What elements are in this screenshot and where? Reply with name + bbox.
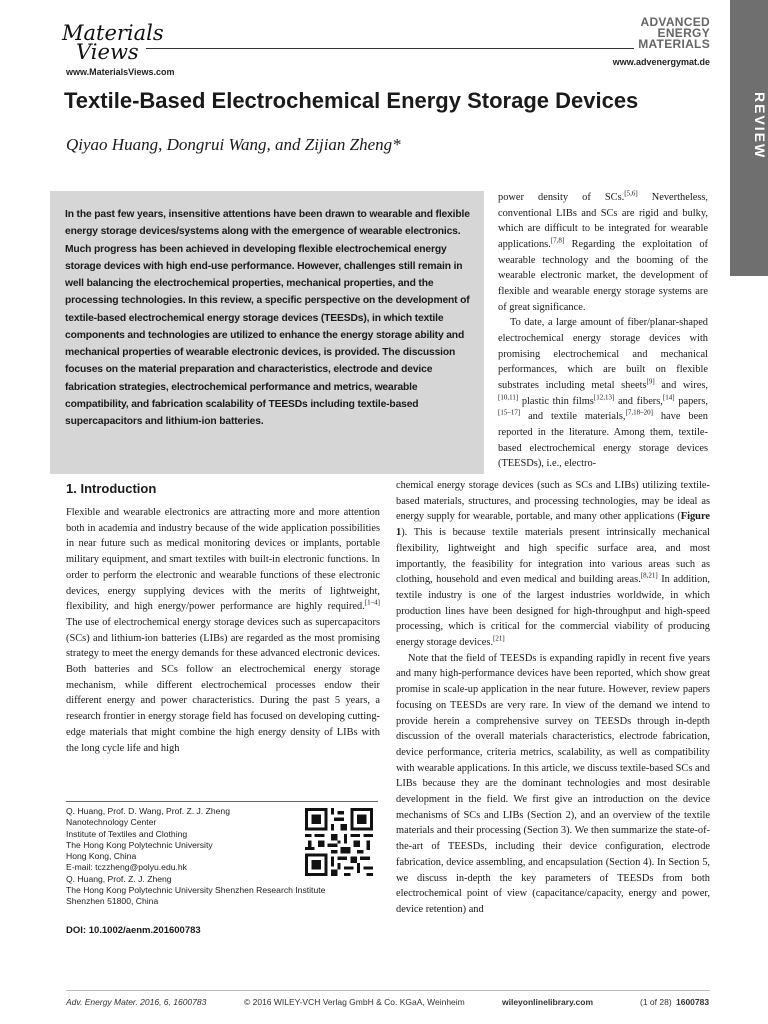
- text-run: Flexible and wearable electronics are attracting more and more attention both in academia and industry because of the wide application possibilities in near future such as medical monitoring devices or implants, portable military equipment, and smart textiles with built-in electronic functions. In order to perform the electronic and wearable functions of these electronic devices, energy supplying devices with the merits of lightweight, flexibility, and high energy/power performance are highly required.: [66, 507, 380, 613]
- citation-ref[interactable]: [1–4]: [364, 598, 380, 607]
- doi[interactable]: DOI: 10.1002/aenm.201600783: [66, 925, 201, 936]
- text-run: ). This is because textile materials present intrinsically mechanical flexibility, lightweight and high specific surface area, and most importantly, the feasibility for integration into various areas such as clothing, household and even medical and building areas.: [396, 527, 710, 586]
- paragraph: [498, 315, 708, 472]
- citation-ref[interactable]: [15–17]: [498, 408, 521, 417]
- citation-ref[interactable]: [9]: [646, 377, 655, 386]
- text-run: and textile materials,: [520, 411, 626, 423]
- right-column-top: [498, 190, 708, 472]
- footnote-rule: [66, 801, 378, 802]
- citation-ref[interactable]: [10,11]: [498, 393, 519, 402]
- footer-citation: Adv. Energy Mater. 2016, 6, 1600783: [66, 997, 207, 1007]
- text-run: power density of SCs.: [498, 192, 625, 203]
- affiliation-line: Hong Kong, China: [66, 851, 137, 862]
- text-run: Regarding the exploitation of wearable technology and the booming of the wearable electronic market, the development of flexible and wearable energy storage systems are of great significance.: [498, 238, 708, 313]
- header-rule: [146, 48, 634, 49]
- text-run: and wires,: [654, 379, 708, 391]
- text-run: To date, a large amount of fiber/planar-shaped electrochemical energy storage devices with promising electrochemical and mechanical performances, which are built on flexible substrates including metal sheets: [498, 317, 708, 391]
- text-run: papers,: [674, 395, 708, 407]
- materials-views-logo: [62, 21, 164, 64]
- affiliations: [66, 806, 326, 908]
- article-title: Textile-Based Electrochemical Energy Storage Devices: [64, 88, 639, 113]
- text-run: The use of electrochemical energy storage devices such as supercapacitors (SCs) and lithium-ion batteries (LIBs) are regarded as the most promising strategy to meet the energy demands for these advanced electronic devices. Both batteries and SCs follow an electrochemical energy storage mechanism, while different electrochemical processes endow their different energy and power characteristics. During the past 5 years, a research frontier in energy storage field has focused on developing cutting-edge materials that might combine the high energy density of LIBs with the long cycle life and high: [66, 616, 380, 754]
- citation-ref[interactable]: [14]: [662, 393, 675, 402]
- materials-views-url[interactable]: www.MaterialsViews.com: [66, 67, 175, 77]
- journal-logo-line-3: MATERIALS: [638, 37, 710, 51]
- paragraph: [396, 478, 710, 651]
- text-run: Nevertheless, conventional LIBs and SCs are rigid and bulky, which are difficult to be integrated for wearable applications.: [498, 192, 708, 250]
- citation-ref[interactable]: [8,21]: [640, 571, 658, 580]
- left-column: [66, 505, 380, 756]
- affiliation-line: The Hong Kong Polytechnic University Shenzhen Research Institute: [66, 885, 326, 896]
- citation-ref[interactable]: [12,13]: [593, 393, 615, 402]
- logo-line-1: Materials: [62, 21, 164, 45]
- citation-ref[interactable]: [7,18–20]: [625, 408, 653, 417]
- abstract-box: [50, 191, 484, 474]
- review-tab-label: REVIEW: [752, 92, 768, 160]
- citation-ref[interactable]: [5,6]: [624, 189, 638, 198]
- logo-line-2: Views: [76, 40, 139, 64]
- paragraph: [66, 505, 380, 756]
- journal-logo-line-1: ADVANCED: [640, 15, 710, 29]
- footer-rule: [66, 990, 710, 991]
- article-authors: Qiyao Huang, Dongrui Wang, and Zijian Zheng*: [66, 135, 401, 154]
- right-column-middle: [396, 478, 710, 918]
- affiliation-line: Nanotechnology Center: [66, 817, 157, 828]
- review-side-tab: [730, 0, 768, 276]
- journal-logo: [630, 17, 710, 50]
- citation-ref[interactable]: [7,8]: [550, 236, 565, 245]
- text-run: have been reported in the literature. Among them, textile-based electrochemical energy storage devices (TEESDs), i.e., electro-: [498, 411, 708, 470]
- email-line[interactable]: E-mail: tczzheng@polyu.edu.hk: [66, 862, 187, 873]
- text-run: plastic thin films: [518, 395, 594, 407]
- footer-site[interactable]: wileyonlinelibrary.com: [502, 997, 594, 1007]
- affiliation-line: Q. Huang, Prof. Z. J. Zheng: [66, 873, 172, 884]
- journal-url[interactable]: www.advenergymat.de: [612, 57, 710, 67]
- affiliation-line: Q. Huang, Prof. D. Wang, Prof. Z. J. Zheng: [66, 806, 230, 816]
- affiliation-line: The Hong Kong Polytechnic University: [66, 839, 213, 850]
- text-run: and fibers,: [614, 395, 663, 407]
- text-run: In addition, textile industry is one of the largest industries worldwide, in which production lines have been designed for high-throughput and high-speed processing, which is critical for the commercial viability of producing energy storage devices.: [396, 574, 710, 649]
- section-heading: 1. Introduction: [66, 481, 157, 496]
- footer-page: (1 of 28): [640, 997, 672, 1007]
- journal-logo-line-2: ENERGY: [657, 26, 710, 40]
- paragraph: [498, 190, 708, 315]
- affiliation-line: Institute of Textiles and Clothing: [66, 828, 188, 839]
- figure-ref[interactable]: Figure 1: [396, 511, 710, 539]
- paragraph: Note that the field of TEESDs is expanding rapidly in recent five years and many high-performance devices have been reported, which show great promise in scale-up application in the near future. However, review papers focusing on TEESDs are very rare. In view of the demand we intend to provide herein a comprehensive survey on TEESDs through in-depth discussion of the overall materials characteristics, electrode fabrication, device performance, criteria metrics, scalability, as well as compatibility with wearable applications. In this article, we discuss textile-based SCs and LIBs because they are the dominant technologies and most desirable development in the field. We first give an introduction on the device mechanisms of SCs and LIBs (Section 2), and an overview of the textile materials and their processing (Section 3). We then summarize the state-of-the-art of TEESDs, including their device configuration, electrode fabrication, device assembling, and encapsulation (Section 4). In Section 5, we discuss in-depth the key parameters of TEESDs from both electrochemical point of view (capacitance/capacity, energy and power, device retention) and: [396, 652, 710, 915]
- affiliation-line: Shenzhen 51800, China: [66, 896, 159, 907]
- qr-code[interactable]: [305, 808, 373, 876]
- text-run: chemical energy storage devices (such as SCs and LIBs) utilizing textile-based materials, structures, and processing technologies, may be ideal as energy supply for wearable, portable, and many other applications (: [396, 480, 710, 523]
- footer-copyright: © 2016 WILEY-VCH Verlag GmbH & Co. KGaA, Weinheim: [244, 997, 465, 1007]
- citation-ref[interactable]: [21]: [493, 634, 505, 643]
- abstract-text: In the past few years, insensitive attentions have been drawn to wearable and flexible energy storage devices/systems along with the emergence of wearable electronics. Much progress has been achieved in developing flexible electrochemical energy storage devices with high end-use performance. However, challenges still remain in well balancing the electrochemical properties, mechanical properties, and the processing technologies. In this review, a specific perspective on the development of textile-based electrochemical energy storage devices (TEESDs), in which textile components and technologies are utilized to enhance the energy storage ability and mechanical properties of wearable electronic devices, is provided. The discussion focuses on the material preparation and characteristics, electrode and device fabrication strategies, electrochemical performance and metrics, wearable compatibility, and fabrication scalability of TEESDs including textile-based supercapacitors and lithium-ion batteries.: [65, 209, 470, 427]
- footer-article-number: 1600783: [676, 997, 710, 1007]
